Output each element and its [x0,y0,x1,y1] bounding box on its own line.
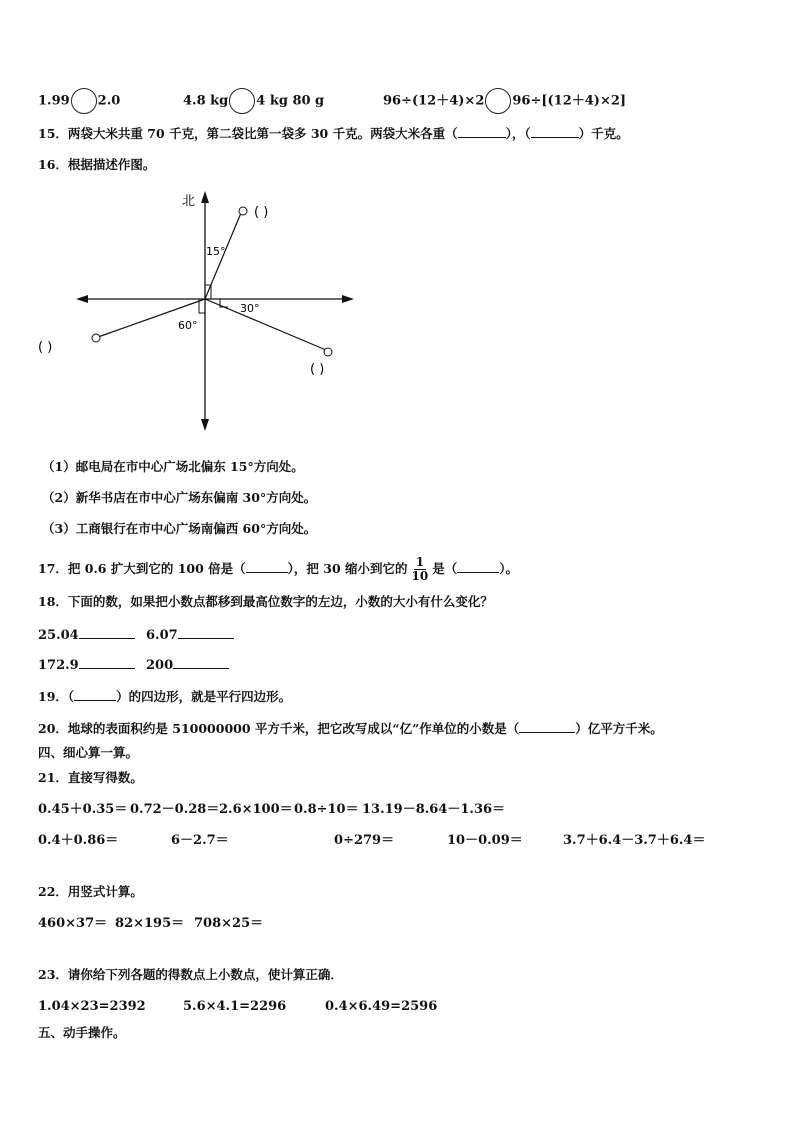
q19-text-a: （ [67,689,75,704]
q21-expr: 0÷279＝ [334,833,395,848]
question-18 [38,594,493,610]
compare-a-right: 2.0 [97,93,121,109]
q18-value: 200 [146,658,174,673]
question-21 [38,770,143,786]
direction-diagram [30,185,370,435]
question-19 [38,688,291,705]
compare-c-circle[interactable] [485,88,511,114]
q23-expr: 5.6×4.1=2296 [183,999,287,1014]
question-23 [38,967,343,983]
q20-text-b: ）亿平方千米。 [575,721,663,736]
fraction-denominator: 10 [411,569,429,583]
q17-text-d: ）。 [499,561,518,576]
q18-item-1 [38,626,135,644]
q18-value: 25.04 [38,628,79,643]
question-22 [38,884,143,900]
q18-item-4 [146,656,229,674]
question-20 [38,720,663,737]
q21-num: 21． [38,770,68,785]
question-16 [38,157,155,173]
compare-b-right: 4 kg 80 g [256,93,325,109]
q17-blank-2[interactable] [457,560,499,573]
paren-post-office: ( ) [254,205,269,220]
q22-title: 用竖式计算。 [67,884,143,899]
q18-answer-blank[interactable] [79,656,135,669]
q15-num: 15． [38,126,68,141]
q22-expr: 460×37＝ [38,916,108,931]
q23-title: 请你给下列各题的得数点上小数点，使计算正确． [67,967,343,982]
compare-a-circle[interactable] [71,88,97,114]
compare-b-left: 4.8 kg [183,93,229,109]
north-arrowhead [201,191,209,203]
q18-text: 下面的数，如果把小数点都移到最高位数字的左边，小数的大小有什么变化？ [67,594,493,609]
q17-text-b: ），把 30 缩小到它的 [287,561,408,576]
q20-text-a: 地球的表面积约是 510000000 平方千米，把它改写成以“亿”作单位的小数是（ [67,721,520,736]
q21-expr: 2.6×100＝ [219,802,293,817]
q19-blank[interactable] [74,688,116,701]
point-post-office [239,207,247,215]
paren-bank: ( ) [38,340,53,355]
q15-text-a: 两袋大米共重 70 千克，第二袋比第一袋多 30 千克。两袋大米各重（ [67,126,458,141]
q22-num: 22． [38,884,68,899]
fraction-numerator: 1 [415,555,425,569]
north-label: 北 [182,194,196,209]
q19-num: 19． [38,689,68,704]
q21-expr: 13.19－8.64－1.36＝ [362,802,506,817]
q21-expr: 0.4＋0.86＝ [38,833,119,848]
q17-blank-1[interactable] [246,560,288,573]
q15-blank-1[interactable] [458,125,506,138]
east-arrowhead [342,295,354,303]
compare-row-b [183,88,324,114]
compare-a-left: 1.99 [38,93,70,109]
q23-expr: 1.04×23=2392 [38,999,146,1014]
q21-expr: 0.8÷10＝ [294,802,359,817]
q23-expr: 0.4×6.49=2596 [325,999,438,1014]
compare-row [38,88,120,114]
q21-expr: 0.45＋0.35＝ [38,802,128,817]
q20-num: 20． [38,721,68,736]
section-4-heading: 四、细心算一算。 [38,745,139,760]
q18-value: 172.9 [38,658,79,673]
question-15 [38,125,629,142]
q17-text-c: 是（ [432,561,458,576]
q21-expr: 0.72－0.28＝ [130,802,220,817]
q21-expr: 6－2.7＝ [171,833,229,848]
q15-blank-2[interactable] [531,125,579,138]
q16-num: 16． [38,157,68,172]
q15-text-c: ）千克。 [578,126,629,141]
point-bank [92,334,100,342]
q20-blank[interactable] [519,720,575,733]
q19-text-b: ）的四边形，就是平行四边形。 [116,689,292,704]
q18-num: 18． [38,594,68,609]
q16-item-1: （1）邮电局在市中心广场北偏东 15°方向处。 [42,459,304,474]
q18-answer-blank[interactable] [173,656,229,669]
compare-b-circle[interactable] [229,88,255,114]
compare-c-right: 96÷[(12＋4)×2] [512,93,627,109]
q18-item-2 [146,626,234,644]
section-5-heading: 五、动手操作。 [38,1025,126,1040]
q18-value: 6.07 [146,628,178,643]
q21-expr: 3.7＋6.4－3.7＋6.4＝ [563,833,706,848]
q21-expr: 10－0.09＝ [447,833,523,848]
q18-answer-blank[interactable] [79,626,135,639]
paren-bookstore: ( ) [310,362,325,377]
q22-expr: 708×25＝ [194,916,264,931]
point-bookstore [324,348,332,356]
q21-title: 直接写得数。 [67,770,143,785]
angle-label-60: 60° [178,319,198,332]
q18-answer-blank[interactable] [178,626,234,639]
q16-item-3: （3）工商银行在市中心广场南偏西 60°方向处。 [42,521,317,536]
south-arrowhead [201,419,209,431]
q15-text-b: ），（ [505,126,531,141]
question-17 [38,556,518,583]
angle-label-15: 15° [206,245,226,258]
west-arrowhead [76,295,88,303]
q16-item-2: （2）新华书店在市中心广场东偏南 30°方向处。 [42,490,317,505]
compare-row-c [383,88,626,114]
angle-label-30: 30° [240,302,260,315]
q17-num: 17． [38,561,68,576]
compare-c-left: 96÷(12＋4)×2 [383,93,485,109]
fraction-one-tenth [410,556,431,583]
q23-num: 23． [38,967,68,982]
q16-title: 根据描述作图。 [67,157,156,172]
q17-text-a: 把 0.6 扩大到它的 100 倍是（ [67,561,246,576]
q18-item-3 [38,656,135,674]
q22-expr: 82×195＝ [115,916,185,931]
